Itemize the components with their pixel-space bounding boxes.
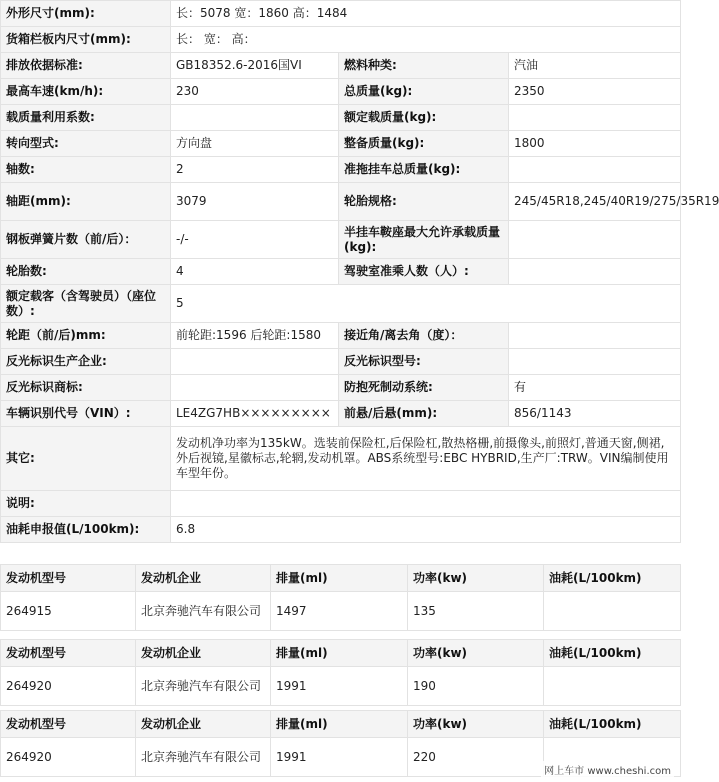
spec-row bbox=[1, 401, 681, 427]
spec-row bbox=[1, 183, 681, 221]
spec-value: 长：5078 宽：1860 高：1484 bbox=[171, 1, 681, 27]
spec-label: 半挂车鞍座最大允许承载质量(kg): bbox=[339, 221, 509, 259]
engine-data-cell: 264920 bbox=[1, 667, 136, 706]
spec-row bbox=[1, 491, 681, 517]
spec-label: 轮距（前/后)mm: bbox=[1, 323, 171, 349]
engine-data-cell: 135 bbox=[408, 592, 544, 631]
spec-label: 说明: bbox=[1, 491, 171, 517]
spec-label: 轮胎规格: bbox=[339, 183, 509, 221]
watermark: 网上车市 www.cheshi.com bbox=[541, 761, 674, 778]
spec-value: 有 bbox=[509, 375, 681, 401]
spec-label: 油耗申报值(L/100km): bbox=[1, 517, 171, 543]
spec-label: 轴数: bbox=[1, 157, 171, 183]
spec-label: 反光标识生产企业: bbox=[1, 349, 171, 375]
spec-value: 方向盘 bbox=[171, 131, 339, 157]
engine-header-cell: 排量(ml) bbox=[271, 711, 408, 738]
spec-value bbox=[509, 221, 681, 259]
engine-header-cell: 油耗(L/100km) bbox=[544, 565, 681, 592]
spec-value: 6.8 bbox=[171, 517, 681, 543]
engine-header-cell: 排量(ml) bbox=[271, 640, 408, 667]
engine-header-cell: 发动机型号 bbox=[1, 640, 136, 667]
engine-header-cell: 发动机企业 bbox=[136, 711, 271, 738]
spec-row bbox=[1, 157, 681, 183]
engine-table bbox=[0, 564, 681, 631]
engine-data-row bbox=[1, 667, 681, 706]
spec-row bbox=[1, 1, 681, 27]
engine-data-cell: 190 bbox=[408, 667, 544, 706]
spec-value: 3079 bbox=[171, 183, 339, 221]
spec-label: 前悬/后悬(mm): bbox=[339, 401, 509, 427]
spec-label: 接近角/离去角（度）： bbox=[339, 323, 509, 349]
spec-value: 发动机净功率为135kW。选装前保险杠,后保险杠,散热格栅,前摄像头,前照灯,普通天窗,侧裙,外后视镜,星徽标志,轮辋,发动机罩。ABS系统型号:EBC HYBRID,生产厂:TRW。VIN编制使用车型年份。 bbox=[171, 427, 681, 491]
spec-value: 2350 bbox=[509, 79, 681, 105]
engine-data-cell bbox=[544, 592, 681, 631]
engine-data-cell: 264915 bbox=[1, 592, 136, 631]
spec-row bbox=[1, 27, 681, 53]
engine-data-cell: 北京奔驰汽车有限公司 bbox=[136, 667, 271, 706]
engine-data-cell: 264920 bbox=[1, 738, 136, 777]
engine-header-cell: 功率(kw) bbox=[408, 711, 544, 738]
spec-label: 额定载客（含驾驶员）（座位数）: bbox=[1, 285, 171, 323]
spec-value bbox=[171, 375, 339, 401]
spec-label: 轮胎数: bbox=[1, 259, 171, 285]
spec-value: 5 bbox=[171, 285, 681, 323]
spec-value: 856/1143 bbox=[509, 401, 681, 427]
spec-label: 外形尺寸(mm): bbox=[1, 1, 171, 27]
spec-label: 额定载质量(kg): bbox=[339, 105, 509, 131]
spec-label: 车辆识别代号（VIN）: bbox=[1, 401, 171, 427]
spec-value bbox=[509, 157, 681, 183]
spec-value: 前轮距:1596 后轮距:1580 bbox=[171, 323, 339, 349]
spec-row bbox=[1, 131, 681, 157]
spec-value: 230 bbox=[171, 79, 339, 105]
spec-row bbox=[1, 349, 681, 375]
spec-label: 转向型式: bbox=[1, 131, 171, 157]
spec-label: 反光标识商标: bbox=[1, 375, 171, 401]
spec-row bbox=[1, 259, 681, 285]
spec-label: 燃料种类: bbox=[339, 53, 509, 79]
spec-label: 驾驶室准乘人数（人）: bbox=[339, 259, 509, 285]
spec-row bbox=[1, 375, 681, 401]
spec-label: 总质量(kg): bbox=[339, 79, 509, 105]
spec-value bbox=[171, 349, 339, 375]
spec-label: 防抱死制动系统: bbox=[339, 375, 509, 401]
engine-data-cell: 北京奔驰汽车有限公司 bbox=[136, 592, 271, 631]
spec-value: 245/45R18,245/40R19/275/35R19 bbox=[509, 183, 681, 221]
engine-data-cell: 北京奔驰汽车有限公司 bbox=[136, 738, 271, 777]
spec-row bbox=[1, 221, 681, 259]
spec-value: GB18352.6-2016国VI bbox=[171, 53, 339, 79]
spec-value bbox=[509, 323, 681, 349]
spec-value: 长： 宽： 高： bbox=[171, 27, 681, 53]
spec-value bbox=[509, 259, 681, 285]
spec-label: 准拖挂车总质量(kg): bbox=[339, 157, 509, 183]
spec-value bbox=[509, 349, 681, 375]
spec-label: 整备质量(kg): bbox=[339, 131, 509, 157]
spec-row bbox=[1, 427, 681, 491]
spec-value bbox=[171, 491, 681, 517]
spec-label: 钢板弹簧片数（前/后）： bbox=[1, 221, 171, 259]
spec-value: 2 bbox=[171, 157, 339, 183]
spec-label: 其它: bbox=[1, 427, 171, 491]
engine-data-cell: 220 bbox=[408, 738, 544, 777]
engine-data-cell: 1497 bbox=[271, 592, 408, 631]
spec-label: 最高车速(km/h): bbox=[1, 79, 171, 105]
spec-row bbox=[1, 285, 681, 323]
spec-value: LE4ZG7HB××××××××× bbox=[171, 401, 339, 427]
engine-data-cell: 1991 bbox=[271, 667, 408, 706]
engine-header-cell: 功率(kw) bbox=[408, 640, 544, 667]
spec-value: 4 bbox=[171, 259, 339, 285]
spec-value: -/- bbox=[171, 221, 339, 259]
spec-row bbox=[1, 79, 681, 105]
engine-table bbox=[0, 639, 681, 706]
engine-header-row bbox=[1, 640, 681, 667]
engine-header-cell: 排量(ml) bbox=[271, 565, 408, 592]
engine-header-cell: 发动机型号 bbox=[1, 711, 136, 738]
engine-header-cell: 发动机型号 bbox=[1, 565, 136, 592]
spec-value bbox=[509, 105, 681, 131]
spec-value: 1800 bbox=[509, 131, 681, 157]
spec-row bbox=[1, 323, 681, 349]
engine-data-cell bbox=[544, 667, 681, 706]
spec-label: 货箱栏板内尺寸(mm): bbox=[1, 27, 171, 53]
engine-data-cell: 1991 bbox=[271, 738, 408, 777]
engine-data-row bbox=[1, 592, 681, 631]
spec-label: 轴距(mm): bbox=[1, 183, 171, 221]
spec-label: 反光标识型号: bbox=[339, 349, 509, 375]
engine-header-cell: 发动机企业 bbox=[136, 565, 271, 592]
engine-header-cell: 功率(kw) bbox=[408, 565, 544, 592]
spec-table-body bbox=[1, 1, 719, 543]
spec-row bbox=[1, 105, 681, 131]
spec-row bbox=[1, 53, 681, 79]
spec-row bbox=[1, 517, 681, 543]
engine-header-cell: 油耗(L/100km) bbox=[544, 711, 681, 738]
engine-header-row bbox=[1, 565, 681, 592]
spec-value: 汽油 bbox=[509, 53, 681, 79]
spec-value bbox=[171, 105, 339, 131]
engine-header-row bbox=[1, 711, 681, 738]
spec-label: 载质量利用系数: bbox=[1, 105, 171, 131]
spec-label: 排放依据标准: bbox=[1, 53, 171, 79]
engine-header-cell: 发动机企业 bbox=[136, 640, 271, 667]
engine-header-cell: 油耗(L/100km) bbox=[544, 640, 681, 667]
